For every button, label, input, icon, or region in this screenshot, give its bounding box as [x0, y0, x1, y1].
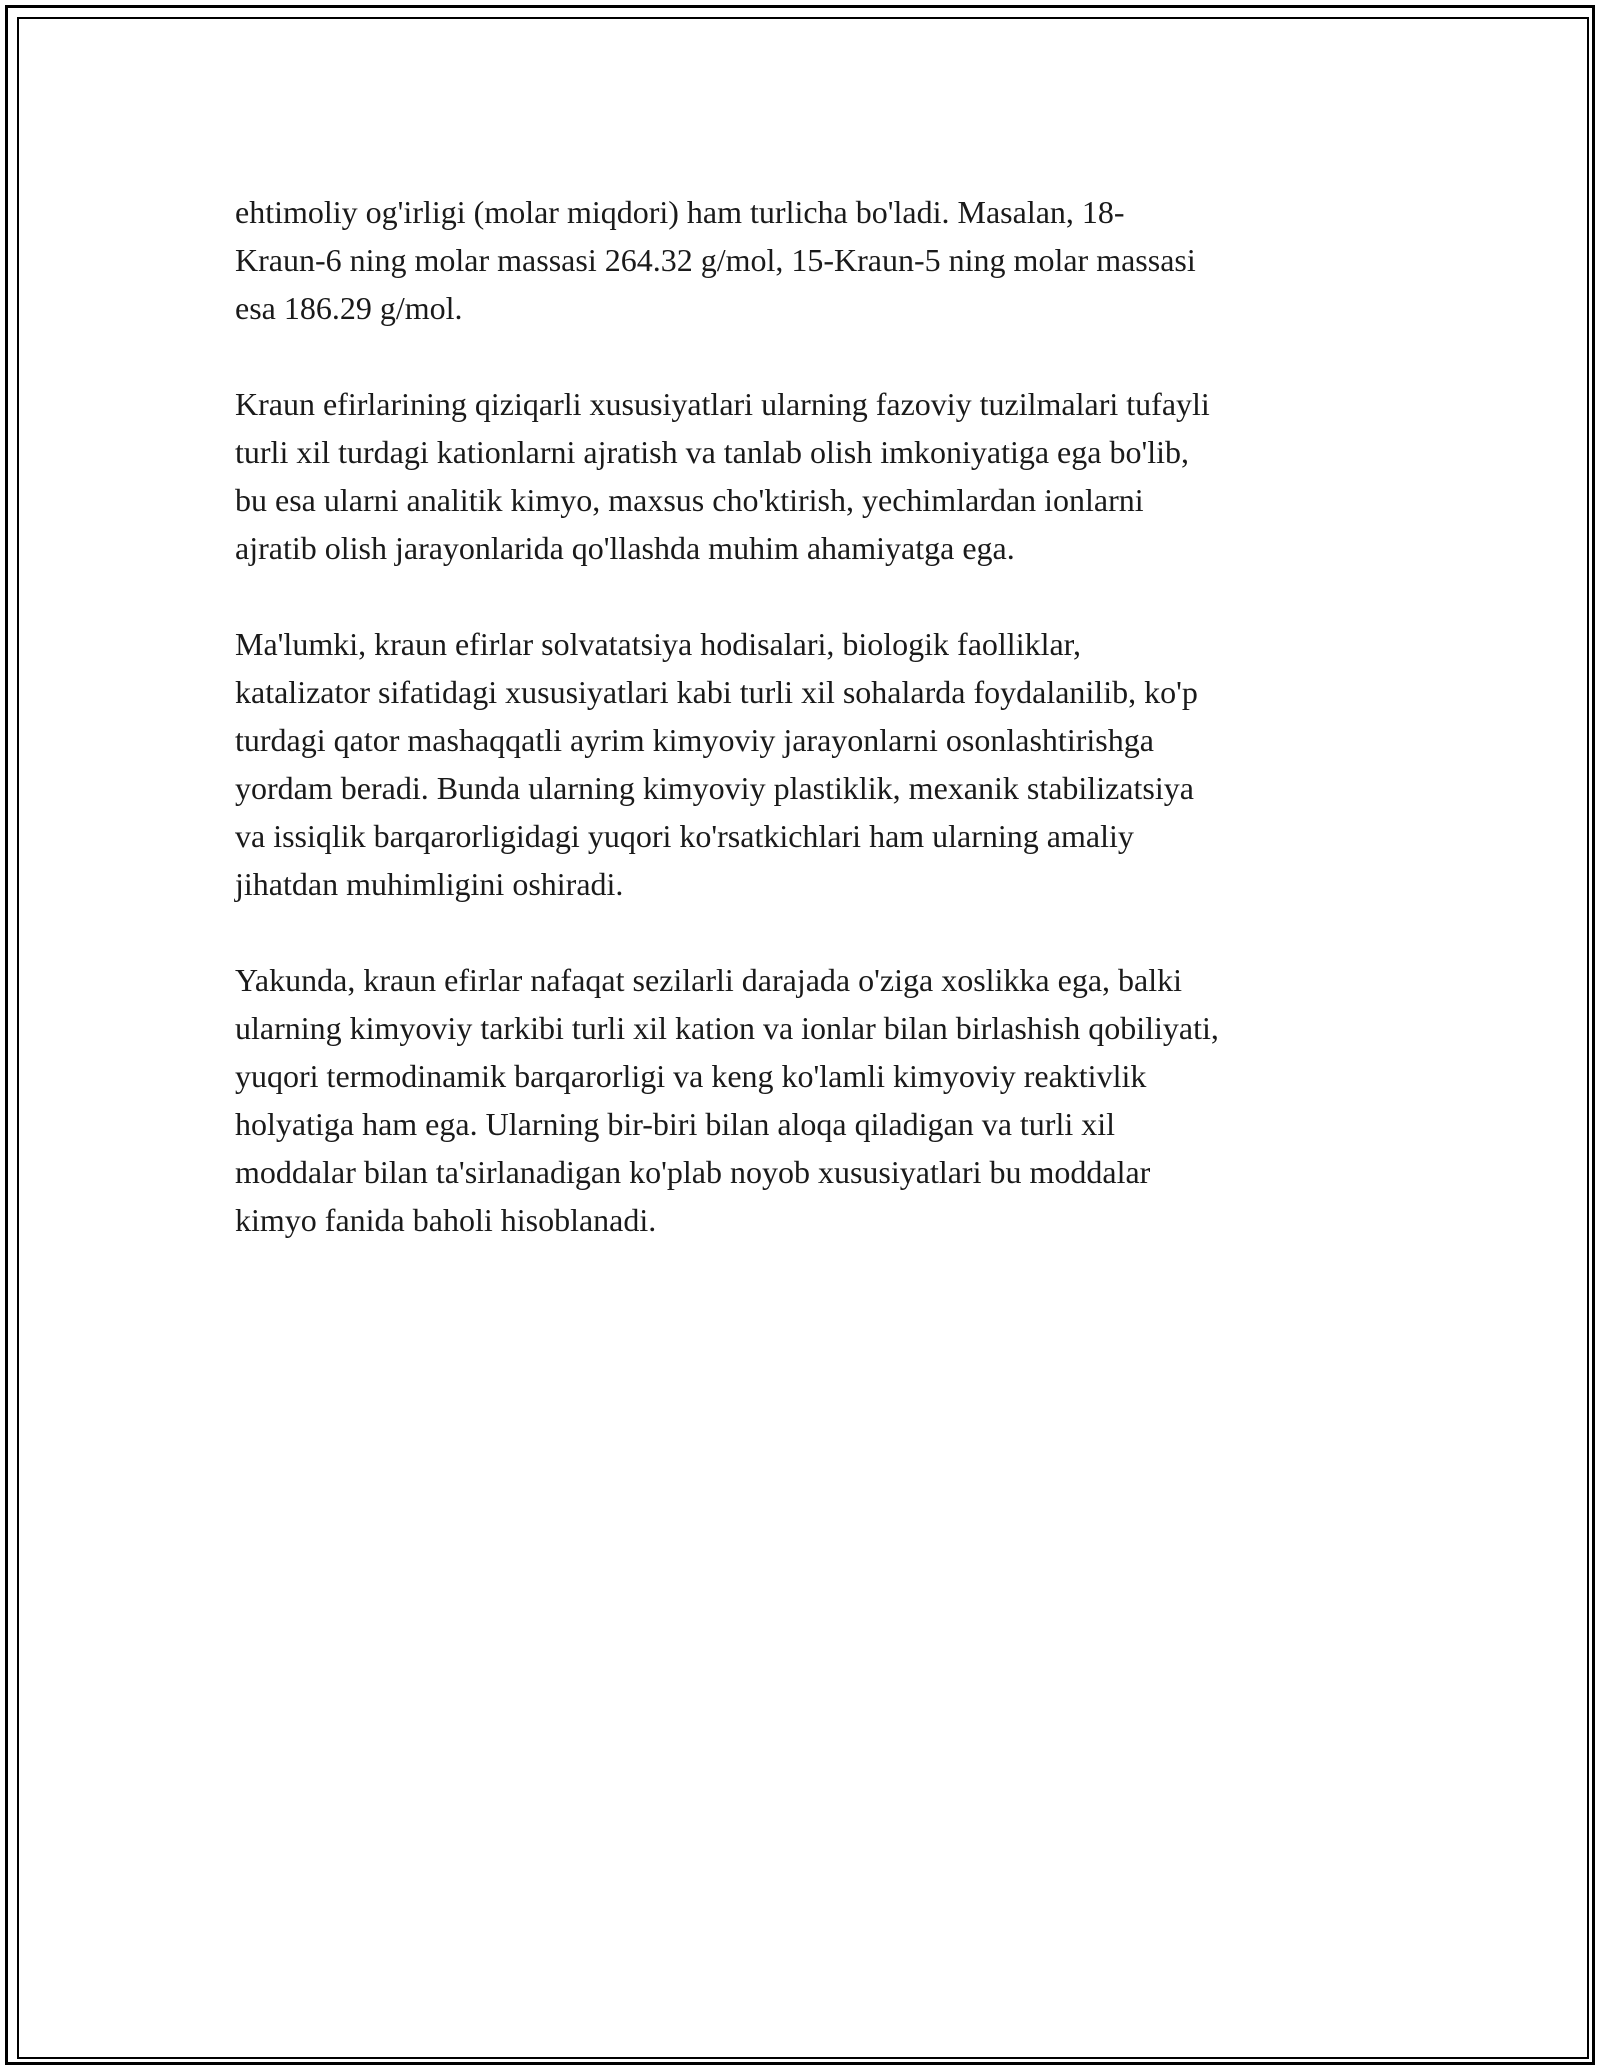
text-line: turli xil turdagi kationlarni ajratish va tanlab olish imkoniyatiga ega bo'lib, — [235, 434, 1189, 470]
text-line: ajratib olish jarayonlarida qo'llashda muhim ahamiyatga ega. — [235, 530, 1015, 566]
text-line: Kraun efirlarining qiziqarli xususiyatlari ularning fazoviy tuzilmalari tufayli — [235, 386, 1210, 422]
text-line: Ma'lumki, kraun efirlar solvatatsiya hodisalari, biologik faolliklar, — [235, 626, 1082, 662]
text-line: ehtimoliy og'irligi (molar miqdori) ham turlicha bo'ladi. Masalan, 18- — [235, 194, 1125, 230]
paragraph-3 — [235, 620, 1375, 908]
text-line: jihatdan muhimligini oshiradi. — [235, 866, 624, 902]
text-line: esa 186.29 g/mol. — [235, 290, 463, 326]
text-line: kimyo fanida baholi hisoblanadi. — [235, 1202, 657, 1238]
paragraph-2 — [235, 380, 1375, 572]
text-line: ularning kimyoviy tarkibi turli xil kation va ionlar bilan birlashish qobiliyati, — [235, 1010, 1219, 1046]
text-line: va issiqlik barqarorligidagi yuqori ko'rsatkichlari ham ularning amaliy — [235, 818, 1134, 854]
text-line: moddalar bilan ta'sirlanadigan ko'plab noyob xususiyatlari bu moddalar — [235, 1154, 1151, 1190]
document-body — [235, 188, 1375, 1292]
paragraph-4 — [235, 956, 1375, 1244]
paragraph-1 — [235, 188, 1375, 332]
text-line: yuqori termodinamik barqarorligi va keng ko'lamli kimyoviy reaktivlik — [235, 1058, 1147, 1094]
text-line: holyatiga ham ega. Ularning bir-biri bilan aloqa qiladigan va turli xil — [235, 1106, 1115, 1142]
text-line: turdagi qator mashaqqatli ayrim kimyoviy jarayonlarni osonlashtirishga — [235, 722, 1154, 758]
text-line: Kraun-6 ning molar massasi 264.32 g/mol, 15-Kraun-5 ning molar massasi — [235, 242, 1196, 278]
text-line: katalizator sifatidagi xususiyatlari kabi turli xil sohalarda foydalanilib, ko'p — [235, 674, 1198, 710]
text-line: Yakunda, kraun efirlar nafaqat sezilarli darajada o'ziga xoslikka ega, balki — [235, 962, 1183, 998]
text-line: yordam beradi. Bunda ularning kimyoviy plastiklik, mexanik stabilizatsiya — [235, 770, 1194, 806]
text-line: bu esa ularni analitik kimyo, maxsus cho'ktirish, yechimlardan ionlarni — [235, 482, 1144, 518]
